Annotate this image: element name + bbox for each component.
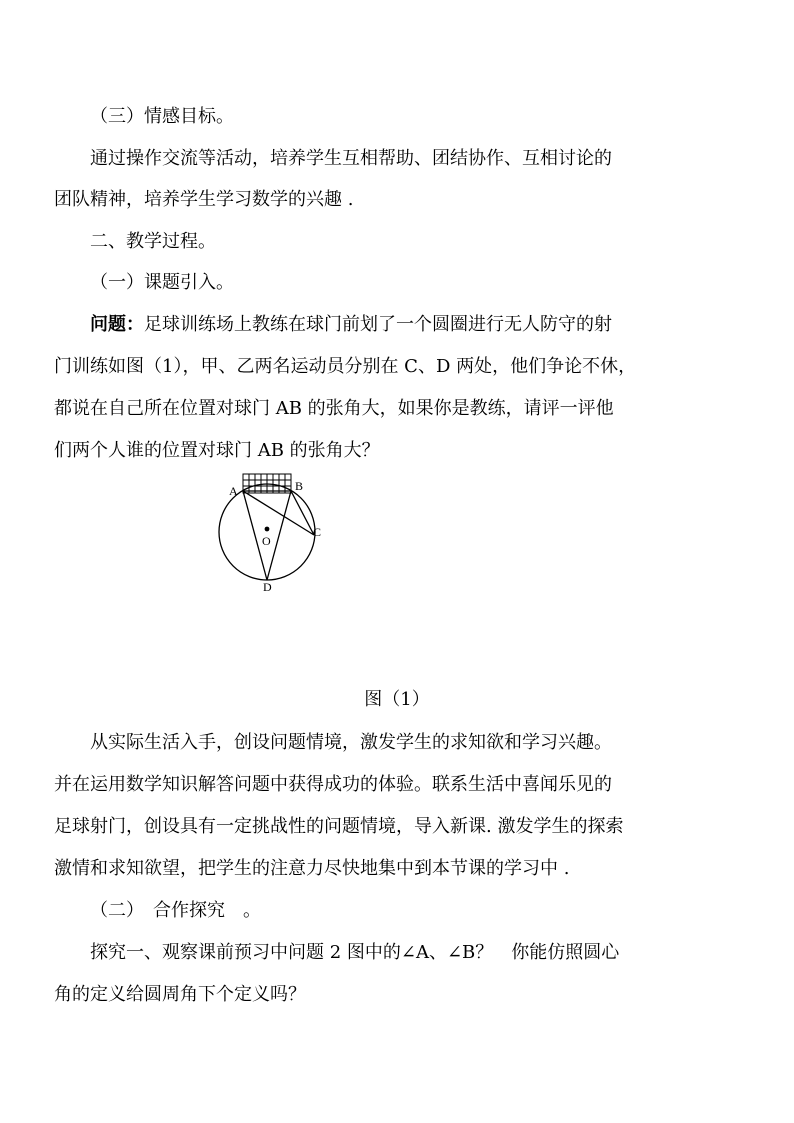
problem-line-2: 门训练如图（1），甲、乙两名运动员分别在 C、D 两处，他们争论不休， <box>54 356 637 377</box>
explanation-line-1: 从实际生活入手，创设问题情境，激发学生的求知欲和学习兴趣。 <box>90 732 612 753</box>
explore-line-2: 角的定义给圆周角下个定义吗？ <box>54 984 306 1005</box>
explanation-line-4: 激情和求知欲望，把学生的注意力尽快地集中到本节课的学习中 . <box>54 858 570 879</box>
label-c: C <box>313 525 322 539</box>
heading-topic-introduction: （一）课题引入。 <box>90 272 234 293</box>
angle-lines <box>243 491 314 580</box>
heading-affective-goals: （三）情感目标。 <box>90 106 234 127</box>
explanation-line-3: 足球射门，创设具有一定挑战性的问题情境，导入新课. 激发学生的探索 <box>54 816 624 837</box>
problem-text-first: 足球训练场上教练在球门前划了一个圆圈进行无人防守的射 <box>144 314 612 335</box>
problem-line-1 <box>90 313 744 337</box>
explore-line-1: 探究一、观察课前预习中问题 2 图中的∠A、∠B？ 你能仿照圆心 <box>90 942 620 963</box>
problem-line-4: 们两个人谁的位置对球门 AB 的张角大？ <box>54 440 380 461</box>
label-b: B <box>295 479 304 493</box>
center-point-o <box>265 527 270 532</box>
problem-line-3: 都说在自己所在位置对球门 AB 的张角大，如果你是教练，请评一评他 <box>54 398 614 419</box>
problem-label: 问题： <box>90 314 144 335</box>
heading-cooperative-exploration: （二） 合作探究 。 <box>90 900 261 921</box>
label-o: O <box>262 534 271 548</box>
label-a: A <box>229 484 238 498</box>
circle-o <box>219 484 315 580</box>
explanation-line-2: 并在运用数学知识解答问题中获得成功的体验。联系生活中喜闻乐见的 <box>54 774 612 795</box>
paragraph-affective-line-2: 团队精神，培养学生学习数学的兴趣 . <box>54 189 354 210</box>
label-d: D <box>263 580 272 594</box>
paragraph-affective-line-1: 通过操作交流等活动，培养学生互相帮助、团结协作、互相讨论的 <box>90 148 612 169</box>
circle-goal-figure <box>205 465 335 595</box>
heading-teaching-process: 二、教学过程。 <box>90 231 216 252</box>
figure-caption: 图（1） <box>364 689 430 710</box>
